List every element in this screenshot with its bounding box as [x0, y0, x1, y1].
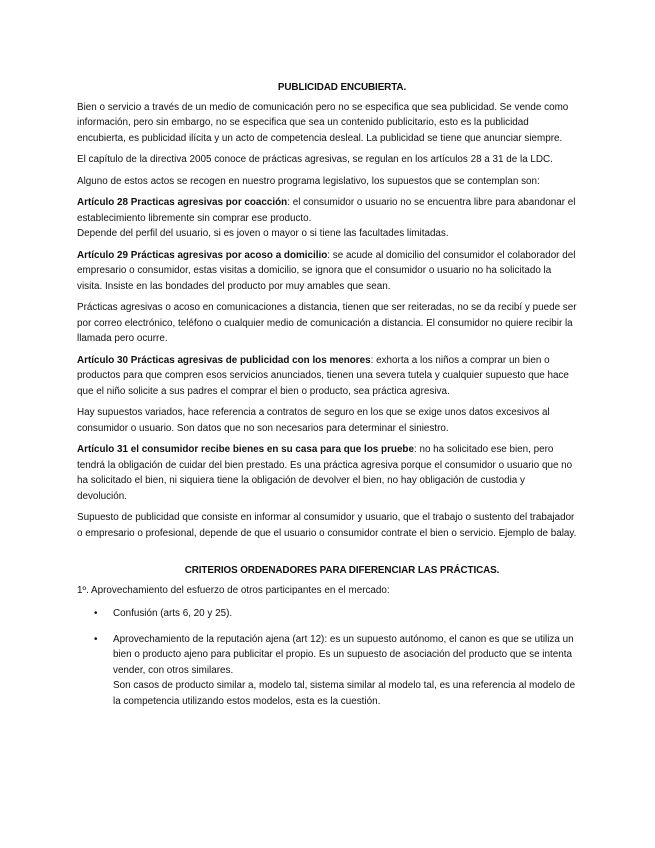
art29-text: : se acude al domicilio del consumidor el colaborador del empresario o consumidor, estas visitas a domicilio, se ignora que el consumidor o usuario no ha solicitado la visita. Insiste en las bondades del producto por muy amables que sean.: [77, 249, 576, 292]
section-title-criteria: CRITERIOS ORDENADORES PARA DIFERENCIAR LAS PRÁCTICAS.: [184, 565, 500, 576]
paragraph-art30: [77, 353, 577, 400]
art29-heading: Artículo 29 Prácticas agresivas por acoso a domicilio: [77, 249, 328, 261]
bullet-list: [77, 606, 577, 709]
paragraph-insurance: Hay supuestos variados, hace referencia a contratos de seguro en los que se exige unos datos excesivos al consumidor o usuario. Son datos que no son necesarios para determinar el siniestro.: [77, 407, 550, 434]
paragraph-remote-harassment: Prácticas agresivas o acoso en comunicaciones a distancia, tienen que ser reiteradas, no se da recibí y puede ser por correo electrónico, teléfono o cualquier medio de comunicación a distancia. El consumidor no quiere recibir la llamada pero ocurre.: [77, 302, 577, 344]
art30-heading: Artículo 30 Prácticas agresivas de publicidad con los menores: [77, 354, 371, 366]
art28-extra: Depende del perfil del usuario, si es joven o mayor o si tiene las facultades limitadas.: [77, 228, 449, 239]
art28-heading: Artículo 28 Practicas agresivas por coacción: [77, 197, 288, 208]
art31-heading: Artículo 31 el consumidor recibe bienes en su casa para que los pruebe: [77, 444, 414, 455]
bullet-icon: •: [94, 608, 98, 619]
list-item: [77, 606, 577, 622]
paragraph-directive: El capítulo de la directiva 2005 conoce de prácticas agresivas, se regulan en los artículos 28 a 31 de la LDC.: [77, 154, 553, 165]
list-item-text: Aprovechamiento de la reputación ajena (art 12): es un supuesto autónomo, el canon es que se utiliza un bien o producto ajeno para publicitar el propio. Es un supuesto de asociación del producto que se intenta vender, con otros similares.: [113, 633, 574, 676]
list-item-text: Confusión (arts 6, 20 y 25).: [113, 608, 233, 619]
paragraph-intro: Bien o servicio a través de un medio de comunicación pero no se especifica que sea publicidad. Se vende como información, pero sin embargo, no se especifica que sea un contenido publicitario, esto es la publicidad encubierta, es publicidad ilícita y un acto de competencia desleal. La publicidad se tiene que anunciar siempre.: [77, 101, 569, 144]
paragraph-art28: [77, 195, 577, 242]
art31-text: : no ha solicitado ese bien, pero tendrá la obligación de cuidar del bien prestado. Es una práctica agresiva porque el consumidor o usuario que no ha solicitado el bien, ni siquiera tiene la obligación de devolver el bien, no hay obligación de custodia y devolución.: [77, 444, 573, 502]
paragraph-criterion-1: 1º. Aprovechamiento del esfuerzo de otros participantes en el mercado:: [77, 584, 390, 596]
bullet-icon: •: [94, 633, 98, 645]
list-item-extra: Son casos de producto similar a, modelo tal, sistema similar al modelo tal, es una referencia al modelo de la competencia utilizando estos modelos, esta es la cuestión.: [113, 680, 576, 707]
document-title: PUBLICIDAD ENCUBIERTA.: [277, 82, 407, 93]
paragraph-art29: [77, 248, 577, 295]
art30-text: : exhorta a los niños a comprar un bien o productos para que compren esos servicios anunciados, tienen una severa tutela y cualquier supuesto que hace que el niño solicite a sus padres el comprar el bien o producto, sea práctica agresiva.: [77, 354, 569, 397]
paragraph-balay: Supuesto de publicidad que consiste en informar al consumidor y usuario, que el trabajo o sustento del trabajador o empresario o profesional, depende de que el usuario o consumidor contrate el bien o servicio. Ejemplo de balay.: [77, 512, 577, 539]
paragraph-art31: [77, 442, 577, 504]
document-page: [77, 80, 577, 719]
art28-text: : el consumidor o usuario no se encuentra libre para abandonar el establecimiento libremente sin comprar ese producto.: [77, 197, 576, 224]
paragraph-program: Alguno de estos actos se recogen en nuestro programa legislativo, los supuestos que se contemplan son:: [77, 175, 540, 187]
list-item: [77, 632, 577, 710]
